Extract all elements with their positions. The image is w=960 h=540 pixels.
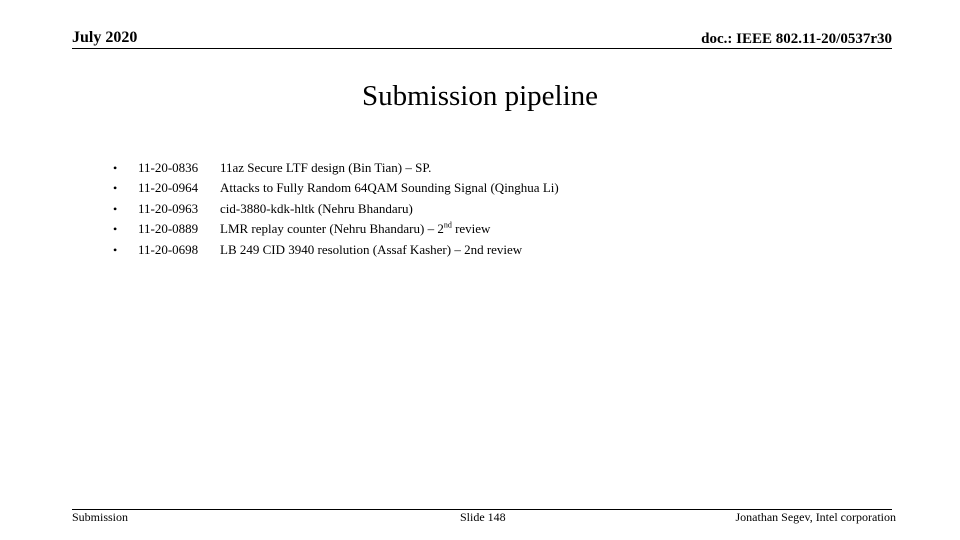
document-number: 11-20-0836 <box>138 160 199 175</box>
document-number: 11-20-0698 <box>138 241 199 257</box>
document-number: 11-20-0963 <box>138 200 199 216</box>
footer-author: Jonathan Segev, Intel corporation <box>735 510 896 524</box>
document-number: 11-20-0964 <box>138 180 199 196</box>
header-date: July 2020 <box>72 29 138 46</box>
document-number: 11-20-0889 <box>138 221 199 237</box>
list-item <box>113 158 559 178</box>
item-description: cid-3880-kdk-hltk (Nehru Bhandaru) <box>220 200 413 216</box>
slide-title: Submission pipeline <box>361 80 599 112</box>
bullet-icon: • <box>113 181 118 196</box>
list-item <box>113 199 559 219</box>
item-description-tail: review <box>451 221 491 237</box>
header-doc-number: doc.: IEEE 802.11-20/0537r30 <box>701 31 892 47</box>
list-item <box>113 240 559 260</box>
ordinal-suffix: nd <box>443 220 452 230</box>
item-description-main: LMR replay counter (Nehru Bhandaru) – 2 <box>220 221 444 237</box>
slide-number: Slide 148 <box>460 510 506 524</box>
item-description <box>220 221 490 236</box>
footer-submission: Submission <box>72 510 129 524</box>
bullet-icon: • <box>113 201 118 216</box>
submission-list <box>113 158 559 260</box>
item-description: 11az Secure LTF design (Bin Tian) – SP. <box>220 160 432 175</box>
item-description: Attacks to Fully Random 64QAM Sounding Signal (Qinghua Li) <box>220 180 559 196</box>
list-item <box>113 219 559 239</box>
bullet-icon: • <box>113 222 118 237</box>
item-description: LB 249 CID 3940 resolution (Assaf Kasher) – 2nd review <box>220 241 523 257</box>
list-item <box>113 178 559 198</box>
bullet-icon: • <box>113 161 118 175</box>
header-divider <box>72 48 892 49</box>
bullet-icon: • <box>113 242 118 257</box>
